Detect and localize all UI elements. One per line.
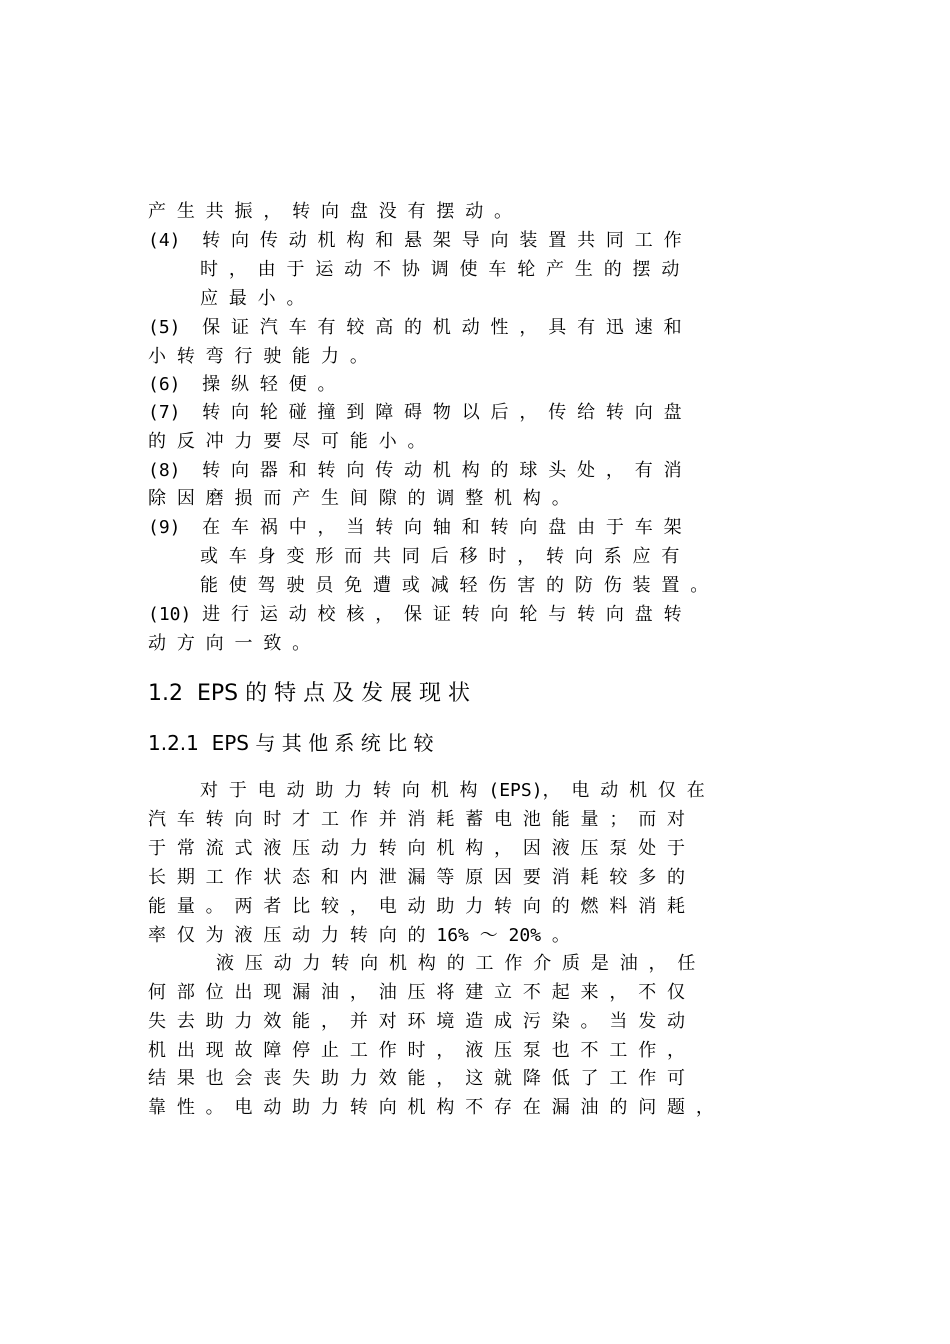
paragraph-line: 液 压 动 力 转 向 机 构 的 工 作 介 质 是 油 ， 任	[216, 953, 696, 974]
list-text-line: 产 生 共 振 ， 转 向 盘 没 有 摆 动 。	[148, 201, 513, 222]
list-item-5: (5) 保 证 汽 车 有 较 高 的 机 动 性 ， 具 有 迅 速 和	[148, 317, 682, 338]
list-text-line: 时 ， 由 于 运 动 不 协 调 使 车 轮 产 生 的 摆 动	[200, 259, 680, 280]
list-text-line: 能 使 驾 驶 员 免 遭 或 减 轻 伤 害 的 防 伤 装 置 。	[200, 575, 709, 596]
list-text-line: 应 最 小 。	[200, 288, 305, 309]
subsection-heading: 1.2.1 EPS 与 其 他 系 统 比 较	[148, 731, 434, 755]
list-item-7: (7) 转 向 轮 碰 撞 到 障 碍 物 以 后 ， 传 给 转 向 盘	[148, 402, 682, 423]
list-text-line: 小 转 弯 行 驶 能 力 。	[148, 346, 368, 367]
paragraph-line: 结 果 也 会 丧 失 助 力 效 能 ， 这 就 降 低 了 工 作 可	[148, 1068, 686, 1089]
list-item-6: (6) 操 纵 轻 便 。	[148, 374, 336, 395]
list-text-line: 的 反 冲 力 要 尽 可 能 小 。	[148, 431, 426, 452]
paragraph-line: 机 出 现 故 障 停 止 工 作 时 ， 液 压 泵 也 不 工 作 ，	[148, 1040, 686, 1061]
list-item-8: (8) 转 向 器 和 转 向 传 动 机 构 的 球 头 处 ， 有 消	[148, 460, 682, 481]
list-item-9: (9) 在 车 祸 中 ， 当 转 向 轴 和 转 向 盘 由 于 车 架	[148, 517, 682, 538]
paragraph-line: 失 去 助 力 效 能 ， 并 对 环 境 造 成 污 染 。 当 发 动	[148, 1011, 686, 1032]
list-item-4: (4) 转 向 传 动 机 构 和 悬 架 导 向 装 置 共 同 工 作	[148, 230, 682, 251]
list-text-line: 动 方 向 一 致 。	[148, 633, 311, 654]
list-text-line: 除 因 磨 损 而 产 生 间 隙 的 调 整 机 构 。	[148, 488, 570, 509]
paragraph-line: 能 量 。 两 者 比 较 ， 电 动 助 力 转 向 的 燃 料 消 耗	[148, 896, 686, 917]
paragraph-line: 靠 性 。 电 动 助 力 转 向 机 构 不 存 在 漏 油 的 问 题 ，	[148, 1097, 714, 1118]
paragraph-line: 汽 车 转 向 时 才 工 作 并 消 耗 蓄 电 池 能 量 ； 而 对	[148, 809, 686, 830]
section-heading: 1.2 EPS 的 特 点 及 发 展 现 状	[148, 681, 471, 706]
paragraph-line: 于 常 流 式 液 压 动 力 转 向 机 构 ， 因 液 压 泵 处 于	[148, 838, 686, 859]
list-text-line: 或 车 身 变 形 而 共 同 后 移 时 ， 转 向 系 应 有	[200, 546, 680, 567]
list-item-10: (10) 进 行 运 动 校 核 ， 保 证 转 向 轮 与 转 向 盘 转	[148, 604, 682, 625]
paragraph-line: 率 仅 为 液 压 动 力 转 向 的 16% ～ 20% 。	[148, 925, 570, 946]
paragraph-line: 长 期 工 作 状 态 和 内 泄 漏 等 原 因 要 消 耗 较 多 的	[148, 867, 686, 888]
paragraph-line: 对 于 电 动 助 力 转 向 机 构 (EPS)， 电 动 机 仅 在	[200, 780, 705, 801]
paragraph-line: 何 部 位 出 现 漏 油 ， 油 压 将 建 立 不 起 来 ， 不 仅	[148, 982, 686, 1003]
